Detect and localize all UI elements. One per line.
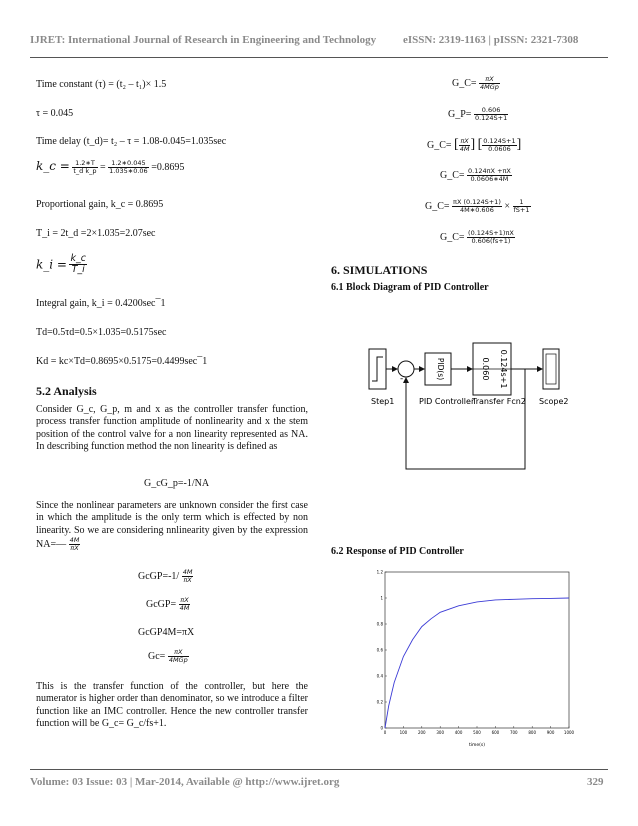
kc-frac-2: $\frac{1.2∗0.045}{1.035∗0.06}$ — [109, 159, 148, 176]
eq-gcgp-1 — [138, 569, 193, 584]
journal-title: IJRET: International Journal of Research in Engineering and Technology — [30, 34, 377, 46]
pid-block-diagram — [363, 337, 577, 477]
y-tick-label: 1 — [380, 595, 383, 601]
r3-frac-a: $\frac{\pi X}{4M}$ — [459, 137, 470, 153]
ki-lhs: k_i = — [36, 257, 67, 272]
footer-rule — [30, 769, 608, 770]
scope-block — [543, 349, 559, 389]
time-delay-line: Time delay (t_d)= t₂ – τ = 1.08-0.045=1.035sec — [36, 136, 227, 147]
r3-lhs: G_C= — [427, 139, 452, 151]
y-tick-label: 0.8 — [376, 621, 383, 627]
r5-frac-b: $\frac{1}{fS+1}$ — [513, 198, 530, 214]
ki-frac: $\frac{k\_c}{T\_i}$ — [70, 253, 86, 275]
x-tick-label: 200 — [417, 730, 426, 735]
kc-result: =0.8695 — [151, 162, 185, 173]
r5-frac-a: $\frac{\pi X (0.124S+1)}{4M∗0.606}$ — [453, 198, 501, 214]
eq2-frac: $\frac{\pi X}{4M}$ — [179, 596, 190, 612]
footer-volume: Volume: 03 Issue: 03 | Mar-2014, Available @ http://www.ijret.org — [30, 776, 340, 788]
x-tick-label: 700 — [509, 730, 518, 735]
td-line: Td=0.5τd=0.5×1.035=0.5175sec — [36, 327, 167, 338]
eq1-lhs: GcGP=-1/ — [138, 570, 180, 582]
gc-eq-4 — [440, 168, 512, 183]
page-number: 329 — [587, 776, 604, 788]
r3-frac-b: $\frac{0.124S+1}{0.0606}$ — [483, 137, 516, 153]
r1-lhs: G_C= — [452, 77, 477, 89]
tf-numerator: 0.060 — [481, 357, 490, 381]
kd-line: Kd = kc×Td=0.8695×0.5175=0.4499sec¯1 — [36, 356, 208, 367]
r2-lhs: G_P= — [448, 108, 472, 120]
kc-frac-1: $\frac{1.2∗T}{\text{t\_d k\_p}}$ — [73, 159, 97, 176]
step-label: Step1 — [371, 397, 395, 406]
tf-denominator: 0.124s+1 — [499, 349, 508, 389]
x-tick-label: 600 — [491, 730, 500, 735]
y-tick-label: 0.2 — [376, 699, 383, 705]
eq4-frac: $\frac{\pi X}{\text{4MGp}}$ — [168, 648, 188, 664]
section-6-1-heading: 6.1 Block Diagram of PID Controller — [331, 282, 489, 293]
tau-line: τ = 0.045 — [36, 108, 74, 119]
sum-sign: - — [400, 374, 404, 384]
x-tick-label: 800 — [528, 730, 537, 735]
eq-gcgp-3: GcGP4M=πX — [138, 627, 195, 638]
y-tick-label: 0.4 — [376, 673, 383, 679]
proportional-gain-line: Proportional gain, k_c = 0.8695 — [36, 199, 164, 210]
y-tick-label: 0.6 — [376, 647, 383, 653]
gc-eq-5 — [425, 199, 531, 214]
gc-eq-1 — [452, 76, 500, 91]
ti-line: T_i = 2t_d =2×1.035=2.07sec — [36, 228, 156, 239]
eq4-lhs: Gc= — [148, 650, 166, 662]
analysis-paragraph-2 — [36, 500, 308, 552]
x-tick-label: 500 — [473, 730, 481, 735]
analysis-paragraph-1: Consider G_c, G_p, m and x as the controller transfer function, process transfer function amplitude of nonlinearity and x the stem position of the control valve for a non linearity represented as NA. In describing function method the non linearity is defined as — [36, 404, 308, 453]
eq1-frac: $\frac{4M}{\pi X}$ — [182, 568, 193, 584]
r5-lhs: G_C= — [425, 200, 450, 212]
pid-response-chart — [363, 566, 577, 748]
time-constant-line: Time constant (τ) = (t₂ – t₁)× 1.5 — [36, 79, 167, 90]
r2-frac: $\frac{0.606}{0.124S+1}$ — [474, 106, 508, 122]
r5-times: × — [504, 200, 510, 212]
tf-label: Transfer Fcn2 — [472, 397, 526, 406]
x-tick-label: 1000 — [563, 730, 575, 735]
gp-eq — [448, 107, 508, 122]
plot-frame — [385, 572, 569, 728]
x-tick-label: 400 — [454, 730, 463, 735]
header-rule — [30, 57, 608, 58]
section-6-heading: 6. SIMULATIONS — [331, 263, 428, 277]
y-tick-label: 0 — [380, 725, 383, 731]
eq-gcgp-2 — [146, 597, 190, 612]
issn: eISSN: 2319-1163 | pISSN: 2321-7308 — [403, 34, 579, 46]
y-tick-label: 1.2 — [376, 569, 383, 575]
x-tick-label: 100 — [399, 730, 408, 735]
section-6-2-heading: 6.2 Response of PID Controller — [331, 546, 464, 557]
gcgp-na-equation: G_cG_p=-1/NA — [144, 478, 210, 489]
gc-eq-3: G_C= [ $\frac{\pi X}{4M}$ ] [ $\frac{0.124S+1}{0.0606}$ ] — [427, 136, 522, 153]
eq-gc-4 — [148, 649, 189, 664]
r4-frac: $\frac{0.124\pi X +\pi X}{0.0606∗4M}$ — [468, 167, 511, 183]
na-frac: $\frac{4M}{\pi X}$ — [69, 536, 80, 553]
analysis-paragraph-2-text: Since the nonlinear parameters are unknown consider the first case in which the amplitude is the only term which is effected by non linearity. So we are considering nnlinearity given by the expression NA=— — [36, 500, 308, 551]
kc-lhs: k_c = — [36, 159, 70, 173]
pid-block-text: PID(s) — [436, 357, 445, 381]
x-tick-label: 900 — [546, 730, 555, 735]
x-tick-label: 300 — [436, 730, 445, 735]
kc-equals: = — [100, 162, 106, 173]
analysis-paragraph-3: This is the transfer function of the controller, but here the numerator is higher order than denominator, so we introduce a filter function like an IMC controller. Hence the new controller transfer function will be G_c= G_c/fs+1. — [36, 681, 308, 730]
r4-lhs: G_C= — [440, 169, 465, 181]
ki-equation — [36, 254, 87, 275]
integral-gain-line: Integral gain, k_i = 0.4200sec¯1 — [36, 298, 166, 309]
kc-equation — [36, 160, 184, 175]
r6-lhs: G_C= — [440, 231, 465, 243]
eq2-lhs: GcGP= — [146, 598, 177, 610]
x-axis-label: time(s) — [468, 743, 486, 748]
section-5-2-heading: 5.2 Analysis — [36, 384, 97, 398]
x-tick-label: 0 — [383, 730, 387, 735]
pid-label: PID Controller — [419, 397, 475, 406]
gc-eq-6 — [440, 230, 515, 245]
r1-frac: $\frac{\pi X}{\text{4MGp}}$ — [480, 75, 499, 91]
r6-frac: $\frac{(0.124S+1)\pi X}{0.606(fs+1)}$ — [468, 229, 514, 245]
scope-label: Scope2 — [539, 397, 569, 406]
